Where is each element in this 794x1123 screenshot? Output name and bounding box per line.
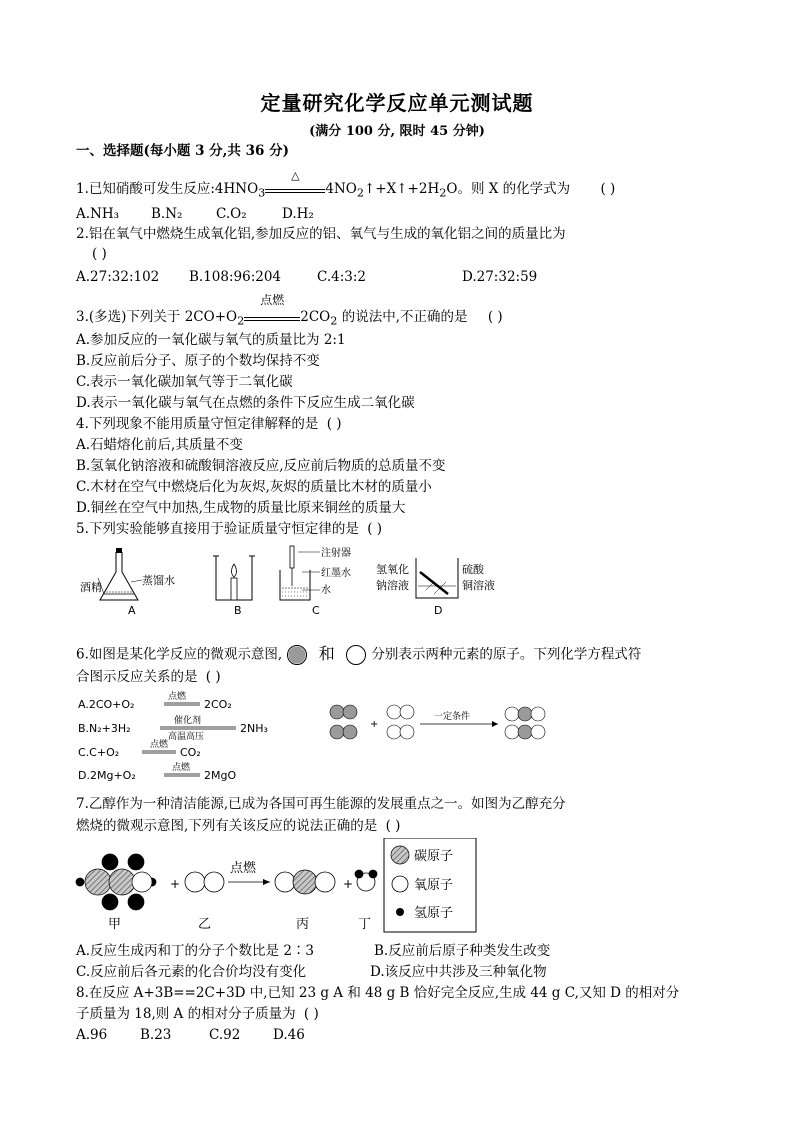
oxygen-atom-icon [392, 876, 408, 892]
question-1 [76, 169, 616, 203]
hydrogen-atom-icon [396, 908, 404, 916]
q8-stem-line-2 [76, 1005, 319, 1023]
legend-carbon: 碳原子 [414, 849, 454, 864]
q1-stem-d: O。则 X 的化学式为 [446, 181, 571, 197]
apparatus-d-label-4: 铜溶液 [462, 579, 495, 592]
q6-option-d-rhs: 2MgO [204, 769, 237, 782]
q7-figure-condition: 点燃 [230, 861, 257, 876]
grey-atom-icon [286, 644, 308, 666]
q6-options-equations [76, 690, 276, 786]
q6-option-b-cond2: 高温高压 [168, 732, 205, 742]
q3-option-a: A.参加反应的一氧化碳与氧气的质量比为 2:1 [76, 332, 346, 348]
q8-option-d: D.46 [273, 1027, 305, 1043]
q3-sub: 2 [237, 314, 245, 328]
q1-sub-3: 2 [439, 186, 447, 200]
q6-figure-condition: 一定条件 [434, 712, 471, 722]
apparatus-c-icon [280, 546, 351, 617]
heat-symbol: △ [291, 169, 300, 182]
q8-option-a: A.96 [76, 1027, 108, 1043]
q6-reaction-figure [326, 700, 566, 748]
question-8: 8.在反应 A+3B==2C+3D 中,已知 23 g A 和 48 g B 恰好完全反应,生成 44 g C,又知 D 的相对分 [76, 985, 680, 1001]
oxygen-molecule-icon [185, 872, 224, 892]
apparatus-c-label-3: 水 [321, 585, 331, 596]
ethanol-molecule-icon [76, 854, 156, 910]
q7-option-c: C.反应前后各元素的化合价均没有变化 [76, 964, 307, 980]
q6-option-b-lhs: B.N₂+3H₂ [78, 722, 131, 735]
apparatus-d-label-1: 氢氧化 [376, 563, 409, 576]
q3-stem-a: 3.(多选)下列关于 2CO+O [76, 309, 238, 325]
q7-option-d: D.该反应中共涉及三种氧化物 [370, 964, 547, 980]
section-heading: 一、选择题(每小题 3 分,共 36 分) [76, 143, 289, 159]
q6-option-d-lhs: D.2Mg+O₂ [78, 769, 136, 782]
question-7: 7.乙醇作为一种清洁能源,已成为各国可再生能源的发展重点之一。如图为乙醇充分 [76, 796, 566, 812]
white-atom-icon [345, 644, 367, 666]
q2-option-b: B.108:96:204 [189, 269, 282, 285]
q3-sub-2: 2 [330, 314, 338, 328]
q7-blank: ( ) [385, 818, 401, 834]
q1-option-c: C.O₂ [216, 206, 247, 222]
q7-name-jia: 甲 [108, 917, 122, 932]
q7-option-a: A.反应生成丙和丁的分子个数比是 2∶3 [76, 943, 315, 959]
apparatus-b-icon [213, 556, 255, 617]
carbon-atom-icon [391, 846, 409, 864]
apparatus-a-label-1: 酒精 [80, 581, 102, 594]
q4-stem: 4.下列现象不能用质量守恒定律解释的是 [76, 416, 319, 432]
q1-stem-a: 1.已知硝酸可发生反应:4HNO [76, 181, 259, 197]
apparatus-c-label-2: 红墨水 [321, 568, 351, 579]
q7-option-b: B.反应前后原子种类发生改变 [374, 943, 551, 959]
q3-blank: ( ) [487, 309, 503, 325]
q6-option-a-cond: 点燃 [168, 692, 187, 702]
q4-option-c: C.木材在空气中燃烧后化为灰烬,灰烬的质量比木材的质量小 [76, 479, 432, 495]
apparatus-a-label-2: 蒸馏水 [142, 574, 175, 587]
q4-blank: ( ) [326, 416, 342, 432]
page-title: 定量研究化学反应单元测试题 [260, 91, 534, 115]
q5-stem: 5.下列实验能够直接用于验证质量守恒定律的是 [76, 521, 359, 537]
q6-stem-c: 合图示反应关系的是 [76, 669, 198, 685]
q1-equation-arrow [265, 169, 325, 193]
apparatus-d-icon [376, 558, 495, 617]
q8-option-c: C.92 [209, 1027, 241, 1043]
q6-option-b-cond: 催化剂 [174, 716, 202, 726]
legend-oxygen: 氧原子 [414, 878, 454, 893]
apparatus-b-letter: B [234, 604, 242, 617]
q1-stem-b: 4NO [325, 181, 357, 197]
q5-apparatus-figure [76, 542, 516, 622]
apparatus-d-label-2: 钠溶液 [376, 579, 409, 592]
q3-option-c: C.表示一氧化碳加氧气等于二氧化碳 [76, 374, 293, 390]
q3-option-b: B.反应前后分子、原子的个数均保持不变 [76, 353, 320, 369]
page-subtitle: (满分 100 分, 限时 45 分钟) [309, 124, 485, 139]
q6-and: 和 [318, 643, 335, 663]
carbon-dioxide-molecule-icon [275, 870, 335, 894]
q6-blank: ( ) [205, 669, 221, 685]
q7-reaction-figure [70, 838, 480, 936]
q6-stem-a: 6.如图是某化学反应的微观示意图, [76, 646, 283, 663]
apparatus-c-label-1: 注射器 [321, 548, 351, 559]
q4-option-d: D.铜丝在空气中加热,生成物的质量比原来铜丝的质量大 [76, 500, 406, 516]
q2-option-c: C.4:3:2 [317, 269, 367, 285]
q7-name-yi: 乙 [198, 917, 212, 932]
q6-option-c-lhs: C.C+O₂ [78, 746, 120, 759]
q1-stem-c: ↑+X↑+2H [364, 181, 440, 197]
apparatus-c-letter: C [312, 604, 320, 617]
q7-plus-1: + [170, 877, 181, 891]
apparatus-a-icon [80, 548, 175, 617]
question-5 [76, 520, 382, 538]
q6-option-b-rhs: 2NH₃ [240, 722, 268, 735]
q1-sub: 3 [258, 186, 266, 200]
q5-blank: ( ) [367, 521, 383, 537]
apparatus-a-letter: A [128, 604, 136, 617]
q7-stem-line-2 [76, 817, 400, 835]
q3-condition: 点燃 [260, 293, 285, 307]
q7-name-bing: 丙 [296, 917, 310, 932]
q2-option-d: D.27:32:59 [462, 269, 538, 285]
q8-stem-b: 子质量为 18,则 A 的相对分子质量为 [76, 1006, 296, 1022]
q6-option-d-cond: 点燃 [172, 763, 191, 773]
q2-blank: ( ) [92, 246, 107, 262]
q6-option-a-lhs: A.2CO+O₂ [78, 698, 135, 711]
apparatus-d-label-3: 硫酸 [462, 563, 484, 576]
q7-plus-2: + [343, 877, 354, 891]
question-3 [76, 293, 503, 331]
q4-option-b: B.氢氧化钠溶液和硫酸铜溶液反应,反应前后物质的总质量不变 [76, 458, 446, 474]
q6-option-c-cond: 点燃 [150, 740, 169, 750]
q8-option-b: B.23 [140, 1027, 172, 1043]
q2-option-a: A.27:32:102 [76, 269, 160, 285]
q1-option-d: D.H₂ [282, 206, 314, 222]
q3-option-d: D.表示一氧化碳与氧气在点燃的条件下反应生成二氧化碳 [76, 395, 415, 411]
q3-stem-b: 2CO [300, 309, 331, 325]
q7-stem-b: 燃烧的微观示意图,下列有关该反应的说法正确的是 [76, 818, 378, 834]
q1-option-b: B.N₂ [151, 206, 183, 222]
q3-equation-arrow [244, 293, 300, 321]
q3-stem-c: 的说法中,不正确的是 [337, 309, 468, 325]
question-2: 2.铝在氧气中燃烧生成氧化铝,参加反应的铝、氧气与生成的氧化铝之间的质量比为 [76, 226, 566, 242]
q1-sub-2: 2 [356, 186, 364, 200]
q8-blank: ( ) [303, 1006, 319, 1022]
q1-blank: ( ) [600, 181, 616, 197]
q6-option-a-rhs: 2CO₂ [204, 698, 232, 711]
q7-name-ding: 丁 [358, 917, 372, 932]
legend-hydrogen: 氢原子 [414, 906, 454, 921]
q1-option-a: A.NH₃ [76, 206, 120, 222]
water-molecule-icon [355, 870, 377, 891]
q7-legend [384, 838, 476, 932]
question-6 [76, 644, 641, 666]
q4-option-a: A.石蜡熔化前后,其质量不变 [76, 437, 243, 453]
question-4 [76, 415, 342, 433]
q6-option-c-rhs: CO₂ [180, 746, 201, 759]
q6-stem-b: 分别表示两种元素的原子。下列化学方程式符 [371, 646, 642, 663]
q6-figure-plus: + [370, 719, 379, 730]
apparatus-d-letter: D [434, 604, 443, 617]
q6-stem-line-2 [76, 668, 221, 686]
